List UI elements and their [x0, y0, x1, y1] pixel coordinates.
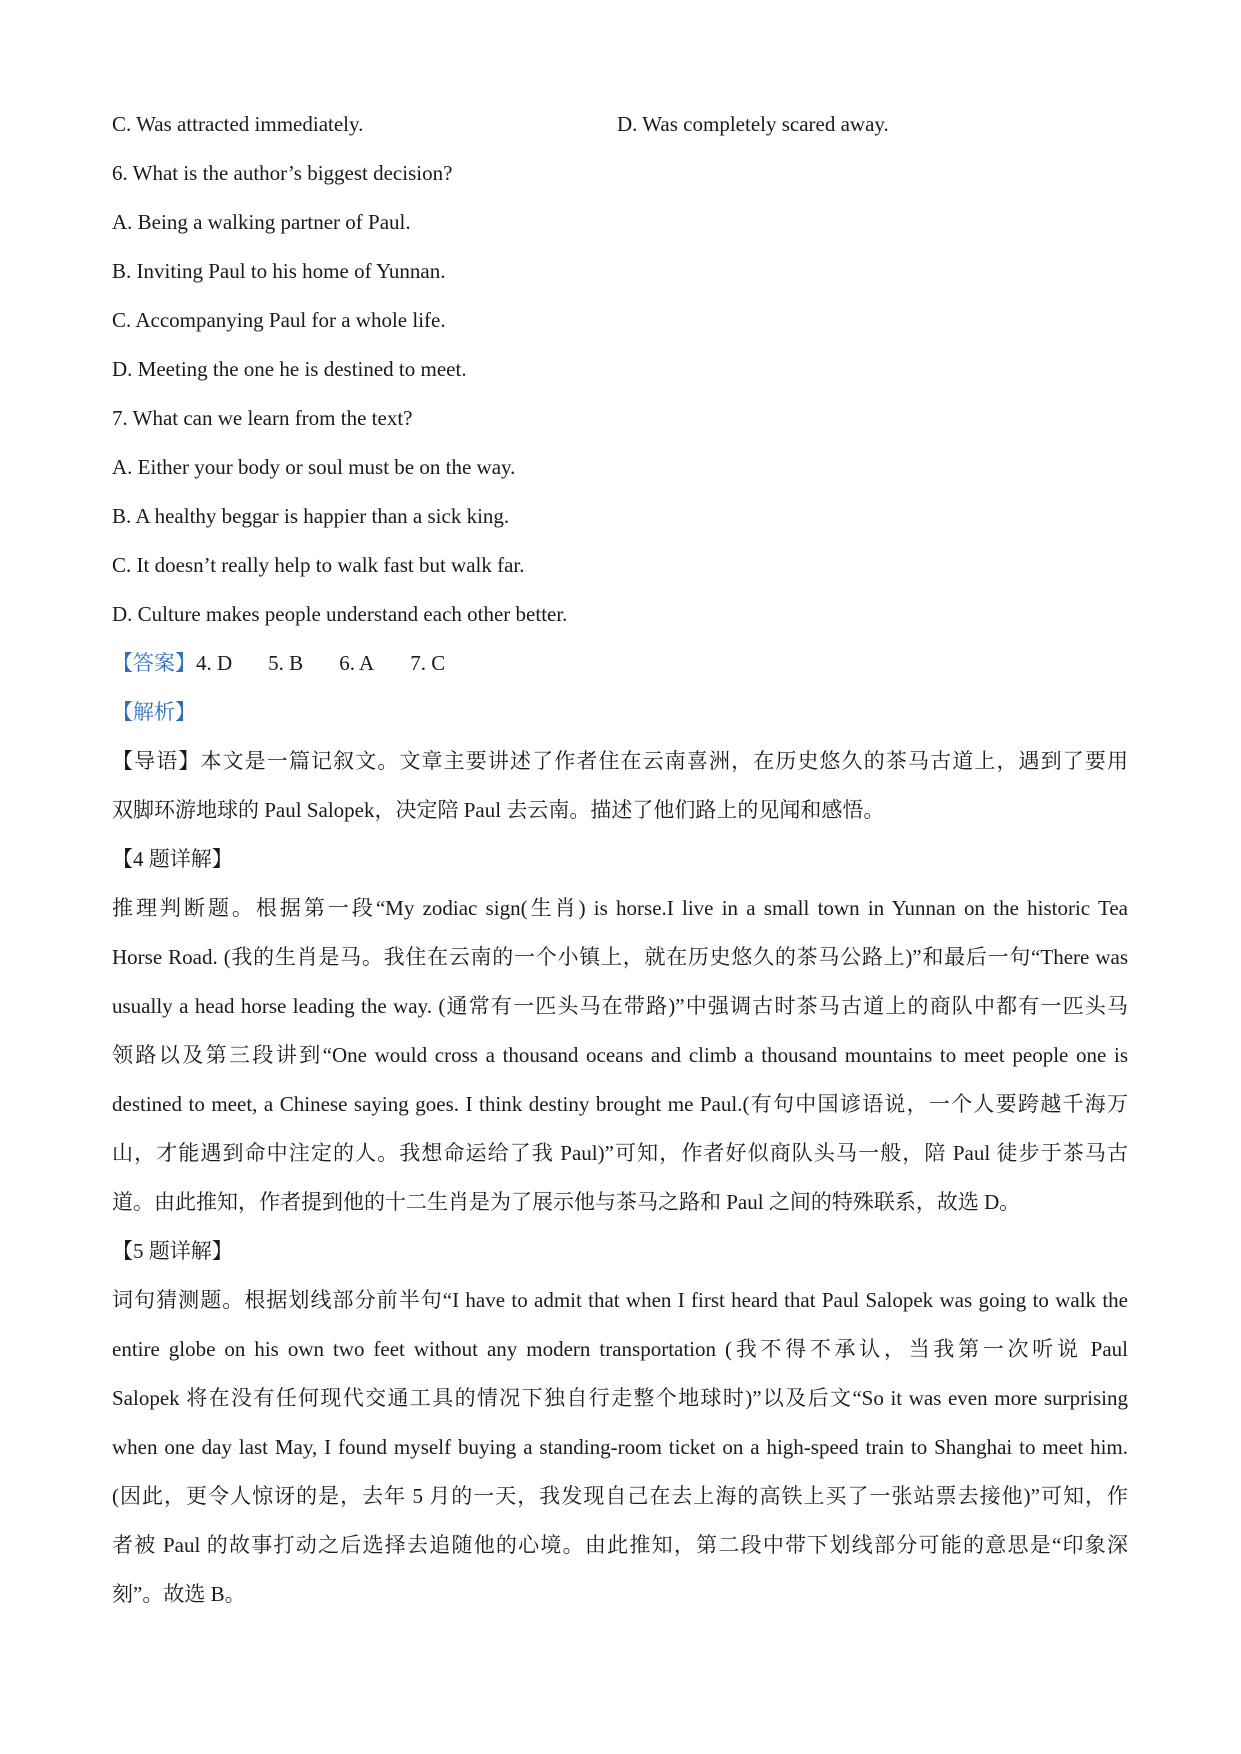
question-7-option-c: C. It doesn’t really help to walk fast but walk far. [112, 553, 525, 577]
q5-detail-heading: 【5 题详解】 [112, 1239, 233, 1263]
answer-item: 7. C [410, 651, 446, 675]
answer-line [112, 639, 1128, 688]
paragraph-line: 【导语】本文是一篇记叙文。文章主要讲述了作者住在云南喜洲，在历史悠久的茶马古道上，遇到了要用 [112, 749, 1128, 773]
question-7: 7. What can we learn from the text? [112, 406, 413, 430]
q4-detail-heading: 【4 题详解】 [112, 847, 233, 871]
question-7-option-d: D. Culture makes people understand each other better. [112, 602, 568, 626]
paragraph-line: Horse Road. (我的生肖是马。我住在云南的一个小镇上，就在历史悠久的茶马公路上)”和最后一句“There was [112, 945, 1128, 969]
paragraph-line: usually a head horse leading the way. (通常有一匹头马在带路)”中强调古时茶马古道上的商队中都有一匹头马 [112, 994, 1128, 1018]
option-c: C. Was attracted immediately. [112, 112, 364, 136]
question-6-option-b: B. Inviting Paul to his home of Yunnan. [112, 259, 446, 283]
question-6-option-c: C. Accompanying Paul for a whole life. [112, 308, 446, 332]
question-7-option-b: B. A healthy beggar is happier than a sick king. [112, 504, 510, 528]
paragraph-line: Salopek 将在没有任何现代交通工具的情况下独自行走整个地球时)”以及后文“So it was even more surprising [112, 1386, 1128, 1410]
paragraph-line: 者被 Paul 的故事打动之后选择去追随他的心境。由此推知，第二段中带下划线部分可能的意思是“印象深 [112, 1533, 1128, 1557]
option-d: D. Was completely scared away. [617, 112, 889, 136]
paragraph-line: 双脚环游地球的 Paul Salopek，决定陪 Paul 去云南。描述了他们路上的见闻和感悟。 [112, 798, 885, 822]
question-5-options-cd [112, 100, 1128, 149]
q4-detail-paragraph [112, 884, 1128, 1227]
question-6-option-d: D. Meeting the one he is destined to meet. [112, 357, 467, 381]
paragraph-line: when one day last May, I found myself buying a standing-room ticket on a high-speed train to Shanghai to meet him. [112, 1435, 1128, 1459]
answer-label: 【答案】 [112, 651, 196, 675]
intro-paragraph [112, 737, 1128, 835]
answer-item: 4. D [196, 651, 233, 675]
answer-item: 6. A [339, 651, 375, 675]
paragraph-line: (因此，更令人惊讶的是，去年 5 月的一天，我发现自己在去上海的高铁上买了一张站票去接他)”可知，作 [112, 1484, 1128, 1508]
document-content [112, 100, 1128, 1619]
question-6-option-a: A. Being a walking partner of Paul. [112, 210, 411, 234]
analysis-label: 【解析】 [112, 700, 196, 724]
q5-detail-paragraph [112, 1276, 1128, 1619]
paragraph-line: 推理判断题。根据第一段“My zodiac sign(生肖) is horse.I live in a small town in Yunnan on the historic Tea [112, 896, 1128, 920]
paragraph-line: entire globe on his own two feet without any modern transportation (我不得不承认，当我第一次听说 Paul [112, 1337, 1128, 1361]
paragraph-line: 刻”。故选 B。 [112, 1582, 246, 1606]
paragraph-line: 山，才能遇到命中注定的人。我想命运给了我 Paul)”可知，作者好似商队头马一般，陪 Paul 徒步于茶马古 [112, 1141, 1128, 1165]
answer-item: 5. B [268, 651, 304, 675]
paragraph-line: destined to meet, a Chinese saying goes. I think destiny brought me Paul.(有句中国谚语说，一个人要跨越千海万 [112, 1092, 1128, 1116]
paragraph-line: 道。由此推知，作者提到他的十二生肖是为了展示他与茶马之路和 Paul 之间的特殊联系，故选 D。 [112, 1190, 1021, 1214]
paragraph-line: 词句猜测题。根据划线部分前半句“I have to admit that when I first heard that Paul Salopek was going to walk the [112, 1288, 1128, 1312]
question-7-option-a: A. Either your body or soul must be on the way. [112, 455, 516, 479]
question-6: 6. What is the author’s biggest decision? [112, 161, 453, 185]
paragraph-line: 领路以及第三段讲到“One would cross a thousand oceans and climb a thousand mountains to meet people one is [112, 1043, 1128, 1067]
